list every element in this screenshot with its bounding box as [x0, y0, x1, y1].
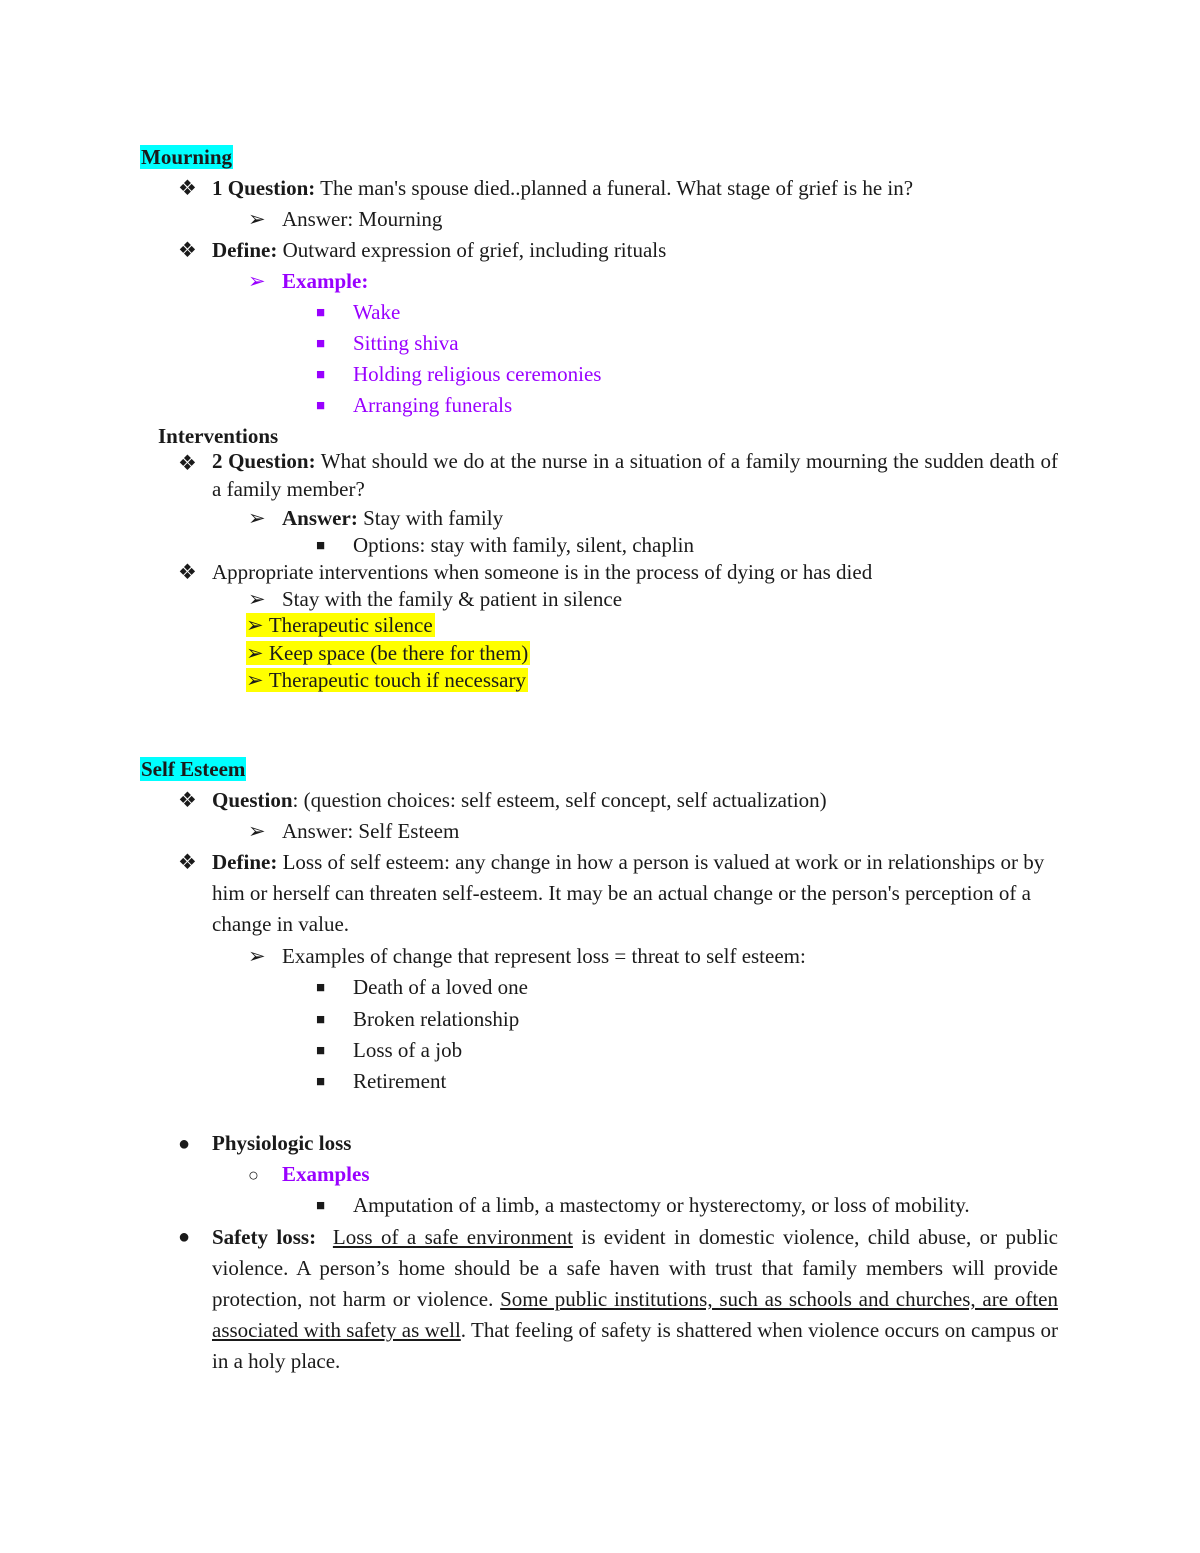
arrow-bullet-icon: ➢ [248, 819, 266, 843]
self-esteem-answer: Answer: Self Esteem [282, 819, 460, 843]
square-bullet-icon: ■ [316, 367, 326, 383]
intervention-item-highlighted: ➢ Therapeutic touch if necessary [246, 668, 526, 692]
arrow-bullet-icon: ➢ [248, 207, 266, 231]
arrow-bullet-icon: ➢ [246, 668, 264, 692]
diamond-bullet-icon: ❖ [178, 451, 197, 475]
intervention-item-highlighted: ➢ Keep space (be there for them) [246, 641, 529, 665]
physiologic-example: Amputation of a limb, a mastectomy or hysterectomy, or loss of mobility. [353, 1193, 970, 1217]
square-bullet-icon: ■ [316, 305, 326, 321]
square-bullet-icon: ■ [316, 1012, 326, 1028]
self-esteem-heading: Self Esteem [141, 757, 246, 781]
arrow-bullet-icon: ➢ [246, 613, 264, 637]
square-bullet-icon: ■ [316, 980, 326, 996]
square-bullet-icon: ■ [316, 398, 326, 414]
example-item: Sitting shiva [353, 331, 459, 355]
square-bullet-icon: ■ [316, 336, 326, 352]
square-bullet-icon: ■ [316, 1043, 326, 1059]
intervention-item: Stay with the family & patient in silence [282, 587, 623, 611]
diamond-bullet-icon: ❖ [178, 176, 197, 200]
mourning-heading: Mourning [141, 145, 233, 169]
question-1: 1 Question: The man's spouse died..planned a funeral. What stage of grief is he in? [212, 176, 914, 200]
diamond-bullet-icon: ❖ [178, 560, 197, 584]
square-bullet-icon: ■ [316, 1198, 326, 1214]
safety-loss-paragraph: Safety loss: Loss of a safe environment is evident in domestic violence, child abuse, or public violence. A person’s home should be a safe haven with trust that family members will provide protection, not harm or violence. Some public institutions, such as schools and churches, are often associated with safety as well. That feeling of safety is shattered when violence occurs on campus or in a holy place. [212, 1225, 1058, 1373]
question-2: 2 Question: What should we do at the nurse in a situation of a family mourning the sudden death of a family member? [212, 449, 1058, 501]
circle-bullet-icon: ○ [248, 1165, 259, 1185]
arrow-bullet-icon: ➢ [246, 641, 264, 665]
square-bullet-icon: ■ [316, 538, 326, 554]
example-item: Wake [353, 300, 401, 324]
square-bullet-icon: ■ [316, 1074, 326, 1090]
example-label: Example: [282, 269, 369, 293]
intervention-item-highlighted: ➢ Therapeutic silence [246, 613, 433, 637]
options-text: Options: stay with family, silent, chaplin [353, 533, 695, 557]
loss-example: Retirement [353, 1069, 447, 1093]
appropriate-interventions: Appropriate interventions when someone is in the process of dying or has died [212, 560, 873, 584]
self-esteem-define: Define: Loss of self esteem: any change in how a person is valued at work or in relationships or by him or herself can threaten self-esteem. It may be an actual change or the person's perception of a change in value. [212, 850, 1045, 936]
arrow-bullet-icon: ➢ [248, 269, 266, 293]
diamond-bullet-icon: ❖ [178, 788, 197, 812]
loss-example: Loss of a job [353, 1038, 463, 1062]
arrow-bullet-icon: ➢ [248, 587, 266, 611]
diamond-bullet-icon: ❖ [178, 238, 197, 262]
mourning-define: Define: Outward expression of grief, including rituals [212, 238, 667, 262]
dot-bullet-icon: ● [178, 1226, 191, 1248]
interventions-heading: Interventions [158, 424, 279, 448]
loss-example: Death of a loved one [353, 975, 528, 999]
dot-bullet-icon: ● [178, 1133, 191, 1155]
example-item: Holding religious ceremonies [353, 362, 602, 386]
answer-1: Answer: Mourning [282, 207, 443, 231]
physiologic-examples-label: Examples [282, 1162, 370, 1186]
arrow-bullet-icon: ➢ [248, 944, 266, 968]
diamond-bullet-icon: ❖ [178, 850, 197, 874]
answer-2: Answer: Stay with family [282, 506, 504, 530]
loss-example: Broken relationship [353, 1007, 520, 1031]
arrow-bullet-icon: ➢ [248, 506, 266, 530]
examples-intro: Examples of change that represent loss = threat to self esteem: [282, 944, 806, 968]
physiologic-loss-label: Physiologic loss [212, 1131, 352, 1155]
self-esteem-question: Question: (question choices: self esteem, self concept, self actualization) [212, 788, 827, 812]
example-item: Arranging funerals [353, 393, 513, 417]
